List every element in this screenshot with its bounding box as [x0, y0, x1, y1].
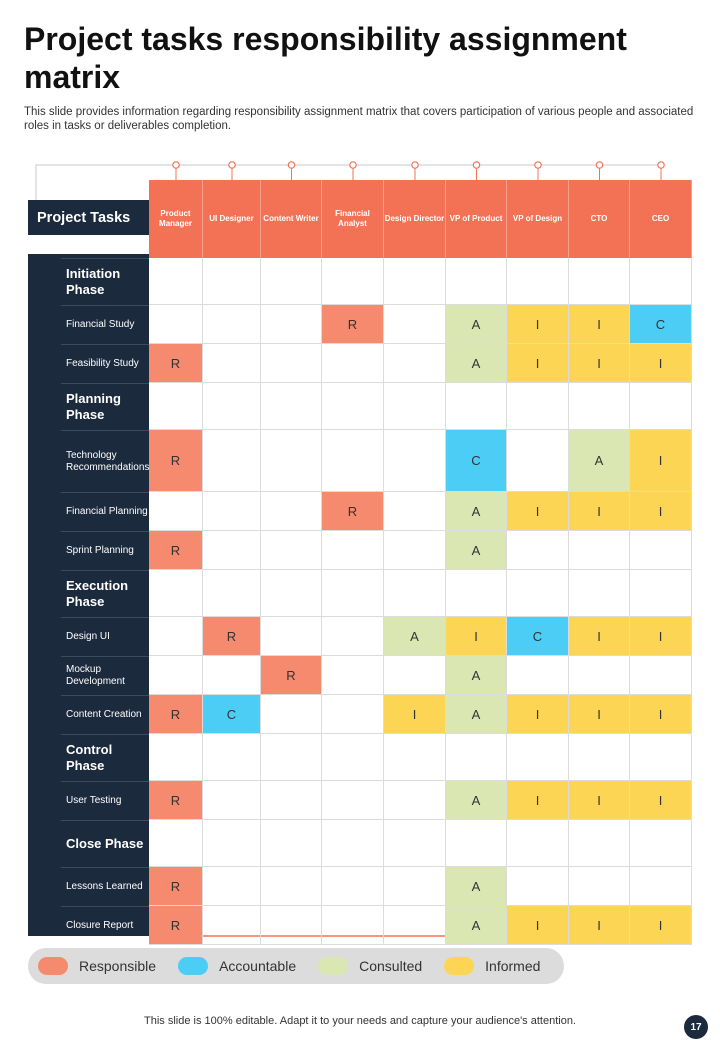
matrix-cell: I	[569, 492, 630, 531]
matrix-cell	[569, 383, 630, 430]
matrix-cell	[384, 305, 446, 344]
matrix-cell	[261, 734, 322, 781]
role-header: Financial Analyst	[322, 180, 384, 258]
matrix-cell: I	[569, 617, 630, 656]
legend-swatch-accountable	[178, 957, 208, 975]
task-label: Mockup Development	[61, 656, 149, 695]
matrix-cell	[446, 820, 507, 867]
matrix-cell	[507, 430, 569, 492]
task-label: Lessons Learned	[61, 867, 149, 906]
role-connector-dot	[658, 162, 664, 168]
legend-swatch-informed	[444, 957, 474, 975]
role-connector-dot	[535, 162, 541, 168]
matrix-cell: I	[507, 906, 569, 945]
matrix-cell	[630, 867, 692, 906]
matrix-cell	[261, 617, 322, 656]
task-label: Financial Study	[61, 305, 149, 344]
task-label: Technology Recommendations	[61, 430, 149, 492]
role-header: CEO	[630, 180, 692, 258]
matrix-cell: I	[446, 617, 507, 656]
matrix-cell	[261, 570, 322, 617]
matrix-cell: A	[446, 656, 507, 695]
matrix-cell	[507, 570, 569, 617]
matrix-cell	[322, 617, 384, 656]
matrix-cell	[384, 906, 446, 945]
legend-label: Responsible	[79, 958, 157, 974]
matrix-cell	[384, 344, 446, 383]
matrix-cell: R	[149, 695, 203, 734]
matrix-cell	[322, 820, 384, 867]
matrix-cell	[322, 570, 384, 617]
matrix-cell: R	[261, 656, 322, 695]
matrix-cell: C	[630, 305, 692, 344]
matrix-cell: C	[446, 430, 507, 492]
matrix-cell: C	[203, 695, 261, 734]
matrix-cell: A	[446, 781, 507, 820]
matrix-cell: R	[149, 430, 203, 492]
matrix-cell	[261, 430, 322, 492]
matrix-cell	[149, 656, 203, 695]
task-label: Content Creation	[61, 695, 149, 734]
matrix-cell: I	[569, 344, 630, 383]
matrix-cell: I	[569, 781, 630, 820]
project-tasks-header: Project Tasks	[28, 200, 150, 235]
matrix-cell: I	[630, 430, 692, 492]
matrix-cell	[569, 531, 630, 570]
matrix-cell	[446, 258, 507, 305]
role-header: Content Writer	[261, 180, 322, 258]
matrix-cell	[507, 531, 569, 570]
matrix-cell	[203, 820, 261, 867]
matrix-cell: I	[507, 781, 569, 820]
matrix-cell	[203, 531, 261, 570]
legend-item-consulted	[318, 957, 422, 975]
matrix-cell	[322, 695, 384, 734]
matrix-cell	[261, 695, 322, 734]
matrix-cell	[630, 820, 692, 867]
matrix-cell	[384, 820, 446, 867]
matrix-cell	[569, 258, 630, 305]
role-connector-dot	[596, 162, 602, 168]
matrix-cell	[149, 305, 203, 344]
matrix-cell	[630, 734, 692, 781]
matrix-cell: I	[384, 695, 446, 734]
matrix-cell: R	[149, 906, 203, 945]
matrix-cell: A	[446, 531, 507, 570]
role-connector-dot	[473, 162, 479, 168]
matrix-cell	[203, 781, 261, 820]
role-header: VP of Product	[446, 180, 507, 258]
role-header: UI Designer	[203, 180, 261, 258]
legend-item-responsible	[38, 957, 156, 975]
phase-label: Control Phase	[61, 734, 149, 781]
matrix-cell: R	[322, 305, 384, 344]
matrix-cell: I	[630, 344, 692, 383]
task-label: Financial Planning	[61, 492, 149, 531]
matrix-cell	[203, 867, 261, 906]
matrix-cell	[384, 734, 446, 781]
matrix-cell: I	[507, 492, 569, 531]
role-connector-dot	[350, 162, 356, 168]
matrix-cell: A	[384, 617, 446, 656]
matrix-cell: I	[507, 695, 569, 734]
role-header: Product Manager	[149, 180, 203, 258]
matrix-cell	[507, 867, 569, 906]
phase-label: Execution Phase	[61, 570, 149, 617]
matrix-cell	[384, 492, 446, 531]
legend-label: Informed	[485, 958, 541, 974]
matrix-cell	[203, 734, 261, 781]
matrix-cell	[446, 383, 507, 430]
matrix-cell: I	[630, 906, 692, 945]
task-label: Design UI	[61, 617, 149, 656]
matrix-cell: A	[446, 906, 507, 945]
matrix-cell	[261, 781, 322, 820]
matrix-cell	[149, 383, 203, 430]
matrix-cell	[149, 617, 203, 656]
matrix-cell	[507, 734, 569, 781]
matrix-cell	[569, 734, 630, 781]
matrix-cell	[261, 867, 322, 906]
matrix-cell	[630, 531, 692, 570]
matrix-cell	[149, 492, 203, 531]
matrix-cell: R	[149, 344, 203, 383]
role-connector-dot	[173, 162, 179, 168]
matrix-cell	[384, 781, 446, 820]
matrix-cell	[149, 570, 203, 617]
matrix-cell	[630, 656, 692, 695]
matrix-cell	[261, 820, 322, 867]
matrix-cell	[149, 258, 203, 305]
matrix-cell: R	[322, 492, 384, 531]
matrix-cell	[384, 531, 446, 570]
matrix-cell	[384, 430, 446, 492]
matrix-cell	[261, 344, 322, 383]
matrix-cell	[322, 781, 384, 820]
matrix-cell: A	[446, 492, 507, 531]
matrix-cell	[203, 258, 261, 305]
matrix-cell	[322, 430, 384, 492]
matrix-cell: I	[630, 492, 692, 531]
matrix-cell	[203, 570, 261, 617]
task-label: Sprint Planning	[61, 531, 149, 570]
matrix-cell: I	[630, 617, 692, 656]
matrix-cell	[630, 258, 692, 305]
matrix-cell	[261, 258, 322, 305]
footer-note: This slide is 100% editable. Adapt it to your needs and capture your audience's attention.	[144, 1015, 576, 1027]
matrix-cell	[261, 531, 322, 570]
matrix-cell	[507, 656, 569, 695]
matrix-cell: I	[630, 695, 692, 734]
matrix-cell	[630, 570, 692, 617]
role-connector-dot	[412, 162, 418, 168]
matrix-cell	[384, 656, 446, 695]
matrix-cell: A	[446, 305, 507, 344]
matrix-cell	[384, 867, 446, 906]
matrix-cell	[322, 867, 384, 906]
matrix-cell	[149, 734, 203, 781]
phase-label: Close Phase	[61, 820, 149, 867]
matrix-cell: I	[507, 344, 569, 383]
legend-item-informed	[444, 957, 540, 975]
phase-label: Planning Phase	[61, 383, 149, 430]
matrix-cell: R	[203, 617, 261, 656]
matrix-cell	[446, 734, 507, 781]
matrix-cell	[322, 531, 384, 570]
matrix-cell	[569, 820, 630, 867]
matrix-cell: R	[149, 531, 203, 570]
matrix-cell	[203, 430, 261, 492]
matrix-cell: A	[446, 867, 507, 906]
matrix-cell: I	[507, 305, 569, 344]
matrix-cell	[322, 906, 384, 945]
legend-item-accountable	[178, 957, 296, 975]
matrix-cell	[569, 867, 630, 906]
matrix-cell	[322, 258, 384, 305]
matrix-cell	[569, 570, 630, 617]
matrix-cell	[322, 383, 384, 430]
matrix-cell	[203, 305, 261, 344]
matrix-cell	[507, 820, 569, 867]
matrix-cell	[322, 734, 384, 781]
matrix-cell	[322, 656, 384, 695]
page-title: Project tasks responsibility assignment matrix	[24, 21, 627, 95]
matrix-cell	[203, 656, 261, 695]
phase-label: Initiation Phase	[61, 258, 149, 305]
matrix-cell	[203, 492, 261, 531]
legend-label: Consulted	[359, 958, 423, 974]
legend-label: Accountable	[219, 958, 297, 974]
matrix-cell: A	[569, 430, 630, 492]
role-header: Design Director	[384, 180, 446, 258]
matrix-cell: A	[446, 344, 507, 383]
matrix-cell	[261, 383, 322, 430]
role-header: CTO	[569, 180, 630, 258]
matrix-cell: A	[446, 695, 507, 734]
matrix-cell	[203, 383, 261, 430]
task-label: User Testing	[61, 781, 149, 820]
matrix-cell: C	[507, 617, 569, 656]
task-label: Feasibility Study	[61, 344, 149, 383]
matrix-cell: R	[149, 781, 203, 820]
matrix-cell	[507, 258, 569, 305]
matrix-cell	[261, 906, 322, 945]
task-label: Closure Report	[61, 906, 149, 945]
matrix-cell	[507, 383, 569, 430]
role-connector-dot	[288, 162, 294, 168]
matrix-cell: I	[569, 906, 630, 945]
matrix-cell	[261, 305, 322, 344]
matrix-cell	[322, 344, 384, 383]
role-connector-dot	[229, 162, 235, 168]
matrix-cell: R	[149, 867, 203, 906]
legend-swatch-responsible	[38, 957, 68, 975]
matrix-cell	[384, 570, 446, 617]
matrix-cell: I	[569, 695, 630, 734]
legend	[28, 948, 564, 984]
matrix-cell	[203, 906, 261, 945]
page-subtitle: This slide provides information regarding responsibility assignment matrix that covers participation of various people and associated roles in tasks or deliverables completion.	[24, 106, 694, 132]
matrix-cell	[149, 820, 203, 867]
matrix-cell	[203, 344, 261, 383]
matrix-cell	[261, 492, 322, 531]
matrix-cell	[384, 258, 446, 305]
matrix-cell: I	[630, 781, 692, 820]
matrix-cell	[446, 570, 507, 617]
matrix-cell	[630, 383, 692, 430]
matrix-cell	[569, 656, 630, 695]
matrix-cell	[384, 383, 446, 430]
role-header: VP of Design	[507, 180, 569, 258]
matrix-cell: I	[569, 305, 630, 344]
legend-swatch-consulted	[318, 957, 348, 975]
page-number: 17	[684, 1015, 708, 1039]
